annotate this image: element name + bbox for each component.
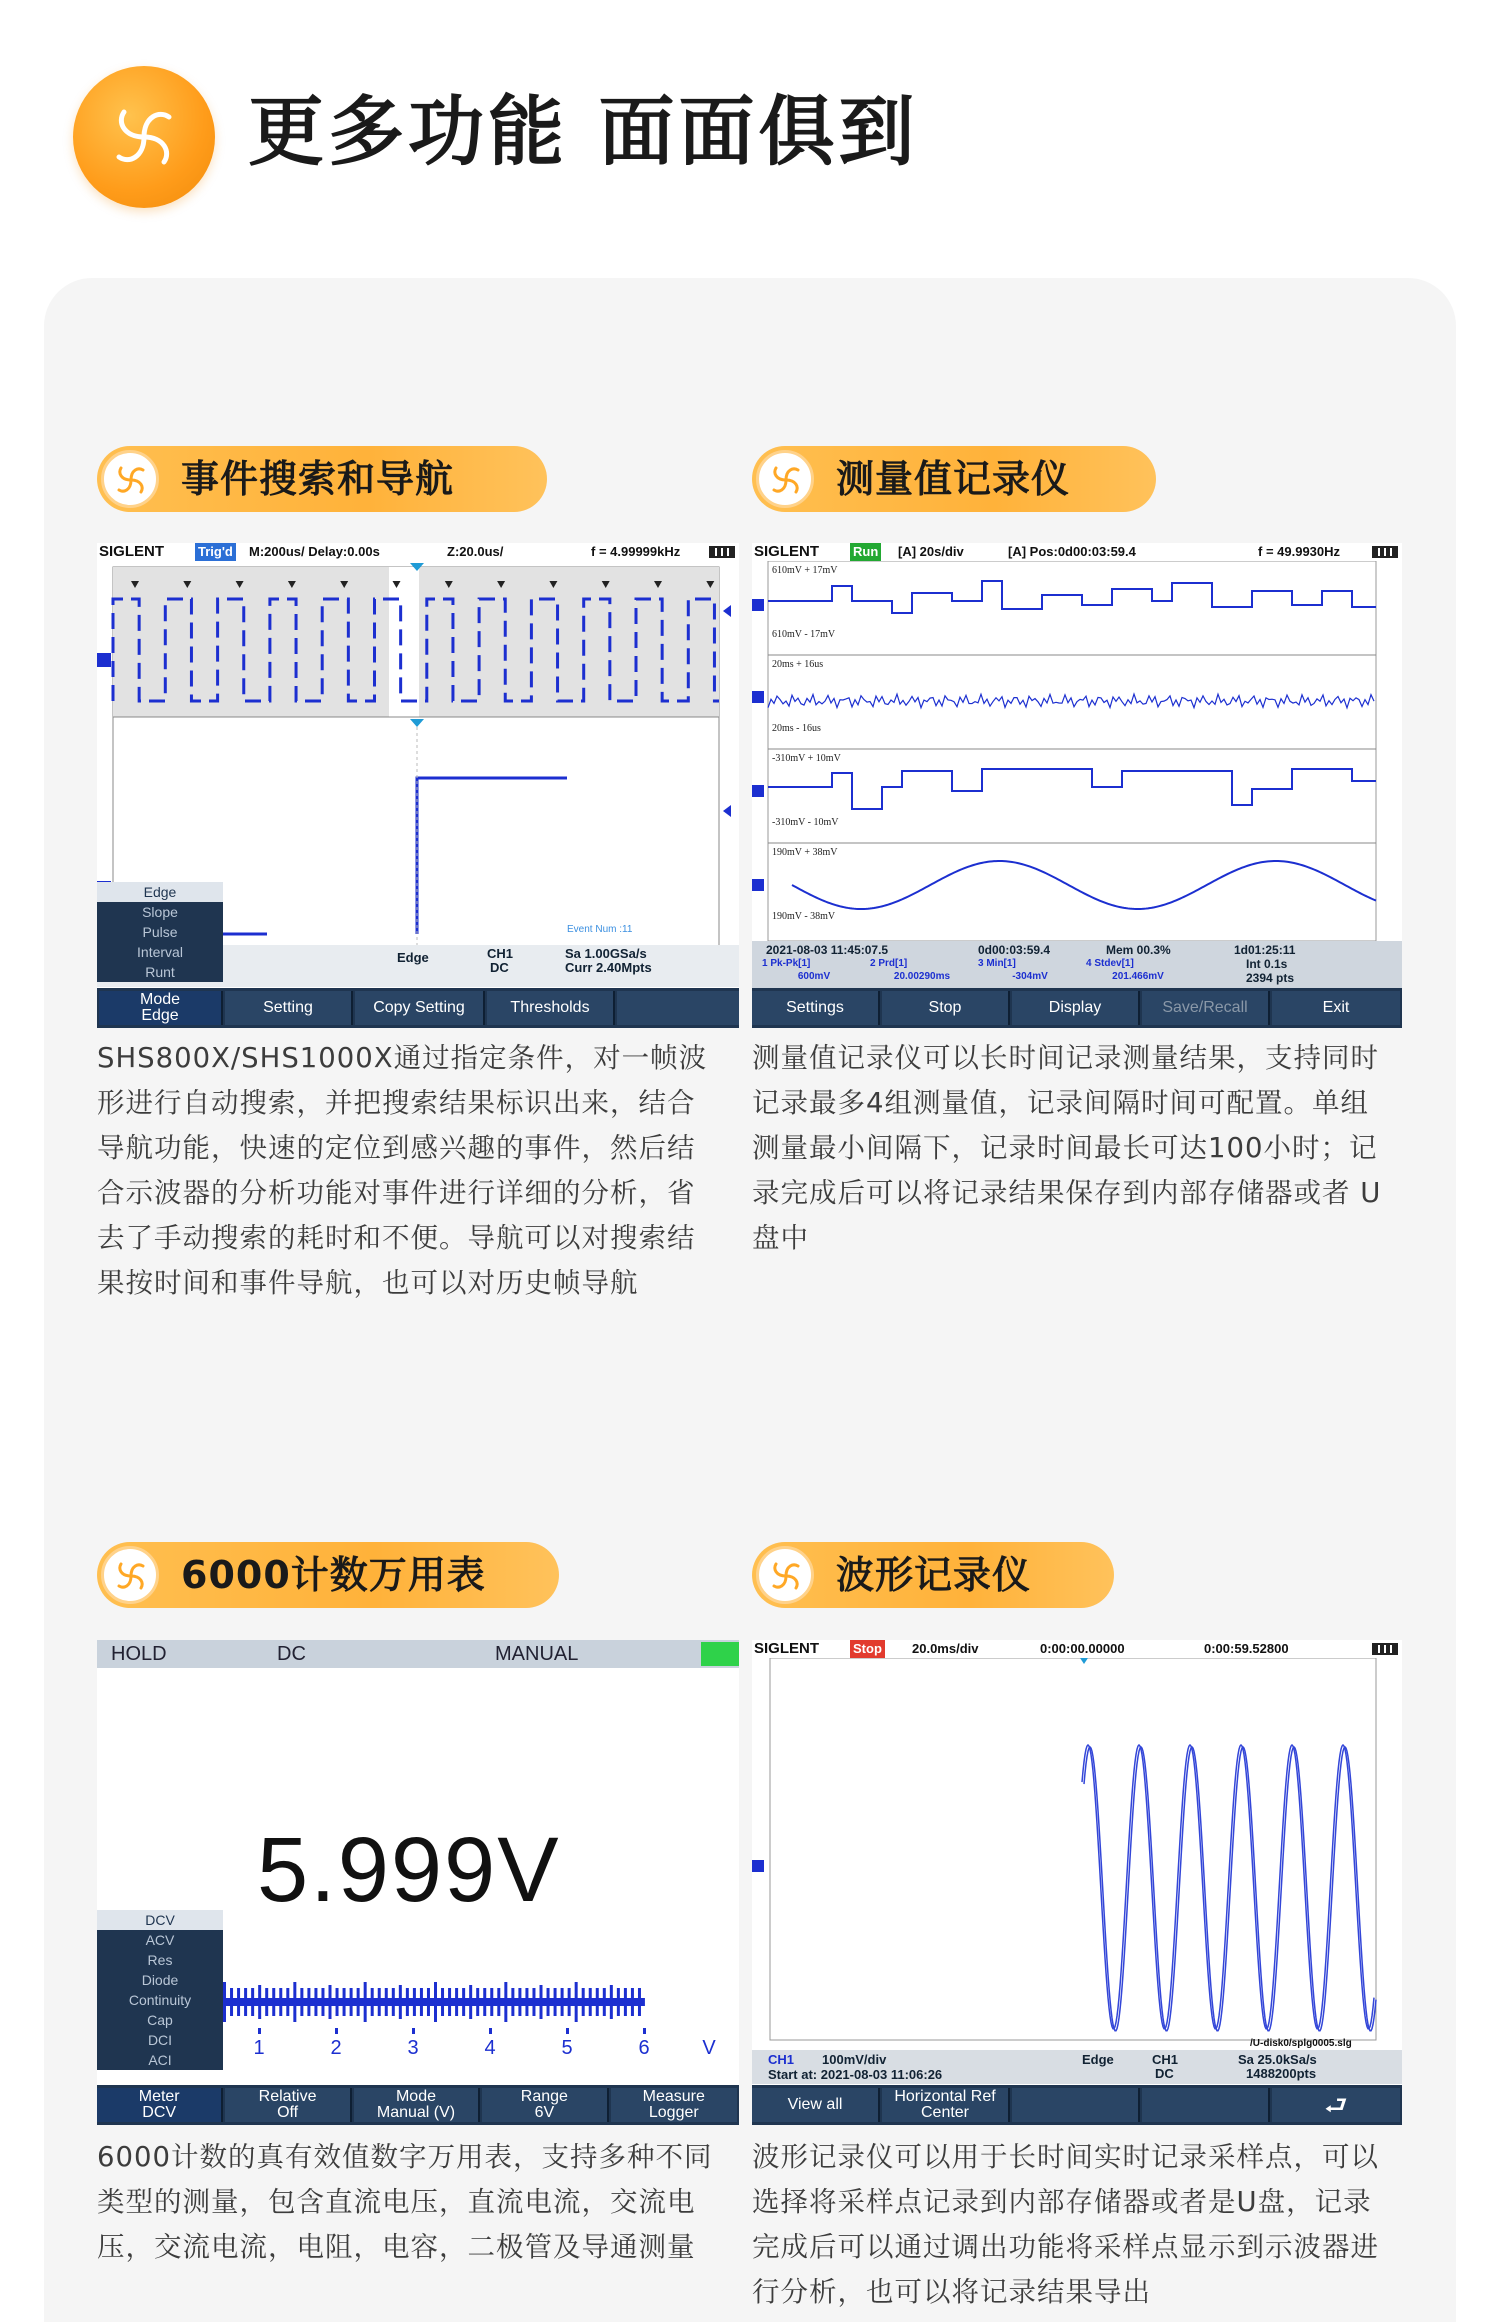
swirl-icon (756, 1546, 814, 1604)
trigger-type: Edge (1082, 2052, 1114, 2067)
point-count: 1488200pts (1246, 2066, 1317, 2081)
trace-range-label: 190mV + 38mV (772, 847, 838, 858)
section-description: 测量值记录仪可以长时间记录测量结果，支持同时记录最多4组测量值，记录间隔时间可配置。单组测量最小间隔下，记录时间最长可达100小时；记录完成后可以将记录结果保存到内部存储器或者 U 盘中 (752, 1042, 1382, 1254)
memory-depth: Curr 2.40Mpts (565, 960, 652, 975)
scale-tick (412, 2028, 415, 2034)
start-time: 0:00:00.00000 (1040, 1641, 1125, 1656)
menu-item-aci[interactable]: ACI (148, 2052, 172, 2068)
timebase: [A] 20s/div (898, 544, 964, 559)
brand-label: SIGLENT (754, 1640, 820, 1657)
stop-status: Stop (850, 1640, 885, 1658)
trigger-status: Trig'd (195, 543, 236, 561)
softkey-settings[interactable]: Settings (752, 991, 880, 1025)
menu-item-cap[interactable]: Cap (147, 2012, 173, 2028)
measurement-name: 1 Pk-Pk[1] (762, 958, 811, 969)
interval: Int 0.1s (1246, 957, 1288, 971)
softkey-copy-setting[interactable]: Copy Setting (355, 991, 485, 1025)
measurement-readout (1086, 957, 1190, 983)
scale-label: 1 (253, 2037, 265, 2058)
brand-label: SIGLENT (99, 543, 165, 560)
start-timestamp: Start at: 2021-08-03 11:06:26 (768, 2067, 943, 2082)
scale-tick (258, 2028, 261, 2034)
trace-range-label: 610mV - 17mV (772, 629, 836, 640)
scale-label: V (702, 2037, 716, 2058)
softkey-relative[interactable]: Relative Off (225, 2088, 351, 2122)
scale-label: 6 (638, 2037, 650, 2058)
measurement-readouts (762, 957, 1202, 985)
memory-usage: Mem 00.3% (1106, 943, 1171, 957)
dc-indicator: DC (277, 1643, 306, 1665)
channel-label: CH1 (487, 946, 514, 961)
battery-icon (1372, 1643, 1398, 1655)
wave-info-bar (752, 2050, 1402, 2084)
meter-reading: 5.999V (257, 1819, 561, 1921)
menu-item-acv[interactable]: ACV (145, 1932, 175, 1948)
softkey-mode[interactable]: Mode Edge (99, 991, 223, 1025)
recorded-waveform (752, 1658, 1402, 2058)
trace-range-label: 20ms + 16us (772, 659, 824, 670)
trace-range-label: 20ms - 16us (772, 723, 821, 734)
section-title: 测量值记录仪 (836, 457, 1071, 501)
softkey-mode[interactable]: Mode Manual (V) (354, 2088, 480, 2122)
volts-per-div: 100mV/div (822, 2052, 887, 2067)
position: [A] Pos:0d00:03:59.4 (1008, 544, 1136, 559)
measurement-traces (752, 561, 1402, 941)
range-mode: MANUAL (495, 1643, 579, 1665)
record-date: 2021-08-03 11:45:07.5 (766, 943, 889, 957)
section-pill-recorder (752, 446, 1156, 512)
menu-item-edge[interactable]: Edge (97, 882, 223, 902)
remaining-time: 1d01:25:11 (1234, 943, 1296, 957)
swirl-icon (756, 450, 814, 508)
section-pill-search (97, 446, 547, 512)
screenshot-measure-recorder (752, 543, 1402, 1028)
section-description: 6000计数的真有效值数字万用表，支持多种不同类型的测量，包含直流电压，直流电流，交流电压，交流电流，电阻，电容，二极管及导通测量 (97, 2141, 713, 2263)
channel-label: CH1 (768, 2052, 795, 2067)
header-logo (73, 66, 215, 208)
trigger-type: Edge (397, 950, 429, 965)
section-title: 波形记录仪 (836, 1553, 1032, 1597)
softkey-stop[interactable]: Stop (882, 991, 1010, 1025)
softkey-setting[interactable]: Setting (225, 991, 353, 1025)
scale-tick (566, 2028, 569, 2034)
frequency: f = 49.9930Hz (1258, 544, 1341, 559)
recorder-info-bar (752, 941, 1402, 988)
meter-status-bar (97, 1640, 739, 1668)
coupling-label: DC (490, 960, 509, 975)
softkey-measure[interactable]: Measure Logger (611, 2088, 737, 2122)
measurement-name: 3 Min[1] (978, 958, 1016, 969)
menu-item-diode[interactable]: Diode (141, 1972, 179, 1988)
softkey-range[interactable]: Range 6V (482, 2088, 608, 2122)
menu-item-res[interactable]: Res (147, 1952, 173, 1968)
measurement-value: 201.466mV (1112, 971, 1164, 982)
menu-item-dci[interactable]: DCI (147, 2032, 173, 2048)
trace-range-label: 190mV - 38mV (772, 911, 836, 922)
trace-range-label: -310mV - 10mV (772, 817, 839, 828)
mode-dropdown-menu[interactable] (97, 882, 223, 982)
section-description: 波形记录仪可以用于长时间实时记录采样点，可以选择将采样点记录到内部存储器或者是U盘，记录完成后可以通过调出功能将采样点显示到示波器进行分析，也可以将记录结果导出 (752, 2141, 1379, 2308)
softkey-bar (97, 988, 739, 1028)
scope-status-bar (97, 543, 739, 561)
scale-tick (335, 2028, 338, 2034)
trace-range-label: 610mV + 17mV (772, 565, 838, 576)
menu-item-slope[interactable]: Slope (142, 904, 178, 920)
measurement-value: 20.00290ms (893, 971, 951, 982)
softkey-exit[interactable]: Exit (1272, 991, 1400, 1025)
screenshot-event-search (97, 543, 739, 1028)
menu-item-interval[interactable]: Interval (137, 944, 183, 960)
scale-tick (489, 2028, 492, 2034)
section-description: SHS800X/SHS1000X通过指定条件，对一帧波形进行自动搜索，并把搜索结果标识出来，结合导航功能，快速的定位到感兴趣的事件，然后结合示波器的分析功能对事件进行详细的分析，省去了手动搜索的耗时和不便。导航可以对搜索结果按时间和事件导航，也可以对历史帧导航 (97, 1042, 708, 1299)
softkey-view-all[interactable]: View all (752, 2088, 880, 2122)
softkey-empty[interactable] (1012, 2088, 1140, 2122)
page-title: 更多功能 面面俱到 (248, 87, 919, 176)
softkey-thresholds[interactable]: Thresholds (487, 991, 615, 1025)
battery-icon (1372, 546, 1398, 558)
brand-label: SIGLENT (754, 543, 820, 560)
bargraph (223, 1958, 723, 2058)
softkey-empty[interactable] (617, 991, 739, 1025)
softkey-back[interactable]: ⮐ (1272, 2088, 1400, 2122)
section-title: 事件搜索和导航 (181, 457, 455, 501)
battery-icon (701, 1642, 739, 1666)
scale-label: 5 (561, 2037, 573, 2058)
coupling-label: DC (1155, 2066, 1174, 2081)
scope-status-bar (752, 543, 1402, 561)
menu-item-pulse[interactable]: Pulse (142, 924, 178, 940)
measurement-readout (978, 957, 1082, 983)
softkey-horizontal-ref[interactable]: Horizontal Ref Center (882, 2088, 1010, 2122)
scale-label: 4 (484, 2037, 496, 2058)
section-pill-meter (97, 1542, 559, 1608)
screenshot-multimeter (97, 1640, 739, 2125)
scale-tick (643, 2028, 646, 2034)
measurement-readout (870, 957, 974, 983)
section-title: 6000计数万用表 (181, 1553, 486, 1597)
timebase: 20.0ms/div (912, 1641, 979, 1656)
swirl-icon (101, 1546, 159, 1604)
menu-item-continuity[interactable]: Continuity (128, 1992, 192, 2008)
meter-type-dropdown[interactable] (97, 1910, 223, 2070)
measurement-value: -304mV (1012, 971, 1048, 982)
frequency: f = 4.99999kHz (591, 544, 681, 559)
softkey-empty[interactable] (1142, 2088, 1270, 2122)
softkey-bar (97, 2085, 739, 2125)
measurement-name: 2 Prd[1] (870, 958, 908, 969)
menu-item-dcv[interactable]: DCV (97, 1910, 223, 1930)
trace-range-label: -310mV + 10mV (772, 753, 841, 764)
bargraph-fill (223, 1998, 645, 2006)
zoom-timebase: Z:20.0us/ (447, 544, 504, 559)
screenshot-wave-recorder (752, 1640, 1402, 2125)
measurement-name: 4 Stdev[1] (1086, 958, 1134, 969)
scale-label: 2 (330, 2037, 342, 2058)
swirl-icon (99, 92, 189, 182)
softkey-save-recall[interactable]: Save/Recall (1142, 991, 1270, 1025)
sample-rate: Sa 25.0kSa/s (1238, 2052, 1317, 2067)
scope-status-bar (752, 1640, 1402, 1658)
point-count: 2394 pts (1246, 971, 1295, 985)
file-path: /U-disk0/splg0005.slg (1250, 2038, 1352, 2049)
timebase: M:200us/ Delay:0.00s (249, 544, 380, 559)
section-pill-wave (752, 1542, 1114, 1608)
measurement-value: 600mV (797, 971, 831, 982)
softkey-meter[interactable]: Meter DCV (97, 2088, 223, 2122)
run-status: Run (850, 543, 881, 561)
softkey-bar (752, 2085, 1402, 2125)
channel-label-2: CH1 (1152, 2052, 1179, 2067)
scale-label: 3 (407, 2037, 419, 2058)
elapsed-time: 0d00:03:59.4 (978, 943, 1051, 957)
menu-item-runt[interactable]: Runt (145, 964, 175, 980)
hold-indicator: HOLD (111, 1643, 167, 1665)
battery-icon (709, 546, 735, 558)
sample-rate: Sa 1.00GSa/s (565, 946, 647, 961)
swirl-icon (101, 450, 159, 508)
event-count: Event Num :11 (567, 924, 633, 935)
measurement-readout (762, 957, 866, 983)
end-time: 0:00:59.52800 (1204, 1641, 1289, 1656)
softkey-bar (752, 988, 1402, 1028)
softkey-display[interactable]: Display (1012, 991, 1140, 1025)
